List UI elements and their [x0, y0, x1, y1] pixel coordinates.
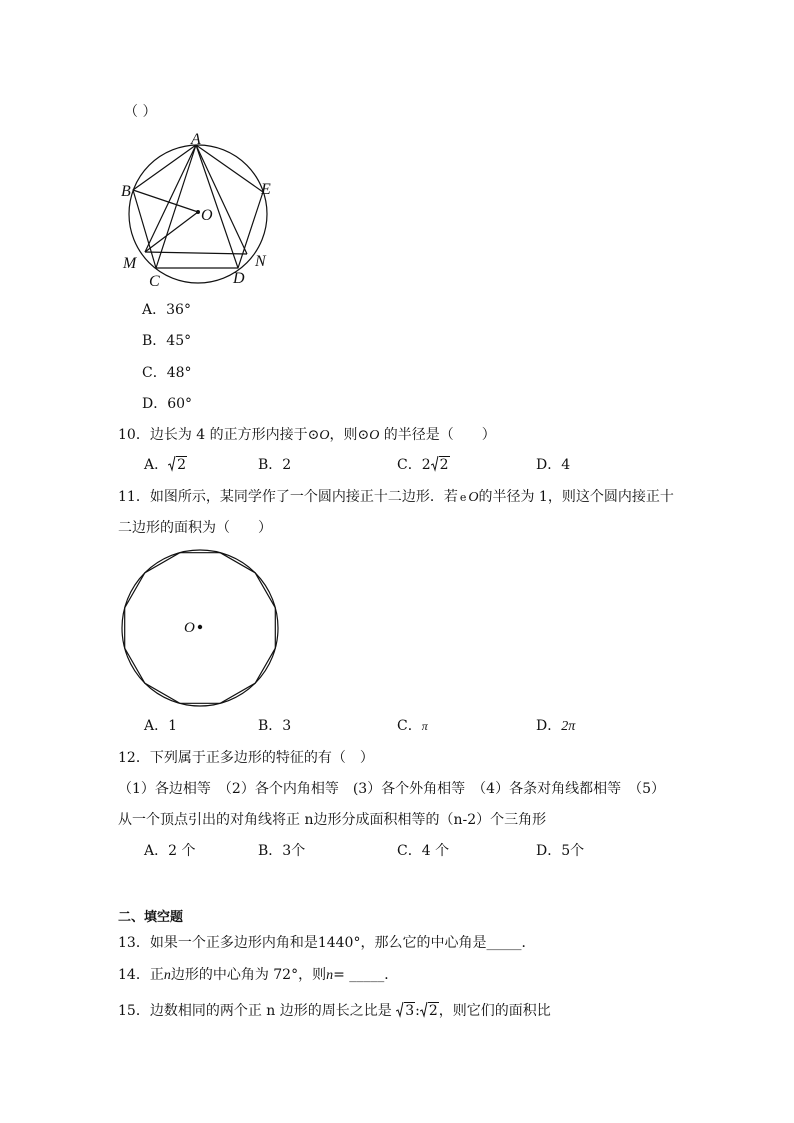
q9-line-AN: [196, 145, 247, 254]
q9-pentagon-figure: [115, 128, 285, 293]
q11-option-a[interactable]: A．1: [144, 718, 178, 734]
q9-line-OM: [145, 212, 198, 252]
q12-option-a[interactable]: A．2 个: [144, 843, 196, 859]
q12-statements-line1: （1）各边相等 （2）各个内角相等 (3）各个外角相等 （4）各条对角线都相等 （5）: [118, 781, 665, 797]
sqrt-symbol: 3: [396, 1002, 415, 1020]
q9-label-A: A: [191, 131, 201, 148]
sqrt-symbol: 2: [168, 456, 187, 474]
sqrt-symbol: 2: [431, 456, 450, 474]
q11-option-b[interactable]: B．3: [258, 718, 292, 734]
q10-option-b[interactable]: B．2: [258, 457, 292, 473]
q9-line-AM: [145, 145, 196, 252]
q11-option-d[interactable]: D．2π: [536, 718, 576, 734]
q14-stem: 14．正n边形的中心角为 72°，则n= _____．: [118, 967, 399, 983]
q12-stem: 12．下列属于正多边形的特征的有（ ）: [118, 750, 374, 766]
q9-line-AC: [156, 145, 196, 268]
q12-option-b[interactable]: B．3个: [258, 843, 306, 859]
section-title-fill-in: 二、填空题: [118, 910, 184, 925]
q10-stem: 10．边长为 4 的正方形内接于⊙O，则⊙O 的半径是（ ）: [118, 427, 496, 443]
q10-option-a[interactable]: A． 2: [144, 457, 187, 473]
q11-center-point: [198, 625, 202, 629]
q9-option-b[interactable]: B．45°: [142, 333, 192, 349]
q11-label-O: O: [184, 620, 195, 636]
q9-answer-paren: （ ）: [124, 104, 157, 120]
q11-stem-line2: 二边形的面积为（ ）: [118, 520, 272, 536]
q9-label-E: E: [261, 181, 271, 198]
q11-dodecagon-figure: [118, 546, 282, 710]
q12-option-c[interactable]: C．4 个: [397, 843, 450, 859]
q10-option-d[interactable]: D．4: [536, 457, 571, 473]
sqrt-symbol: 2: [420, 1002, 439, 1020]
q12-statements-line2: 从一个顶点引出的对角线将正 n边形分成面积相等的（n-2）个三角形: [118, 812, 547, 828]
q9-label-O: O: [201, 207, 213, 224]
q13-stem: 13．如果一个正多边形内角和是1440°，那么它的中心角是_____．: [118, 935, 536, 951]
q11-stem-line1: 11．如图所示，某同学作了一个圆内接正十二边形．若 e O的半径为 1，则这个圆内接正十: [118, 489, 674, 505]
q11-option-c[interactable]: C．π: [397, 718, 428, 734]
q9-label-D: D: [233, 270, 245, 287]
q15-stem: 15．边数相同的两个正 n 边形的周长之比是 3: 2，则它们的面积比: [118, 1003, 551, 1019]
q9-option-d[interactable]: D．60°: [142, 396, 193, 412]
q9-label-C: C: [149, 273, 160, 290]
q9-option-a[interactable]: A．36°: [142, 302, 191, 318]
q9-center-point: [196, 210, 200, 214]
q9-label-B: B: [121, 183, 131, 200]
q9-label-M: M: [123, 255, 137, 272]
q9-regular-pentagon: [133, 145, 263, 268]
q12-option-d[interactable]: D．5个: [536, 843, 585, 859]
q9-option-c[interactable]: C．48°: [142, 365, 192, 381]
q10-option-c[interactable]: C．2 2: [397, 457, 449, 473]
q9-label-N: N: [255, 253, 266, 270]
